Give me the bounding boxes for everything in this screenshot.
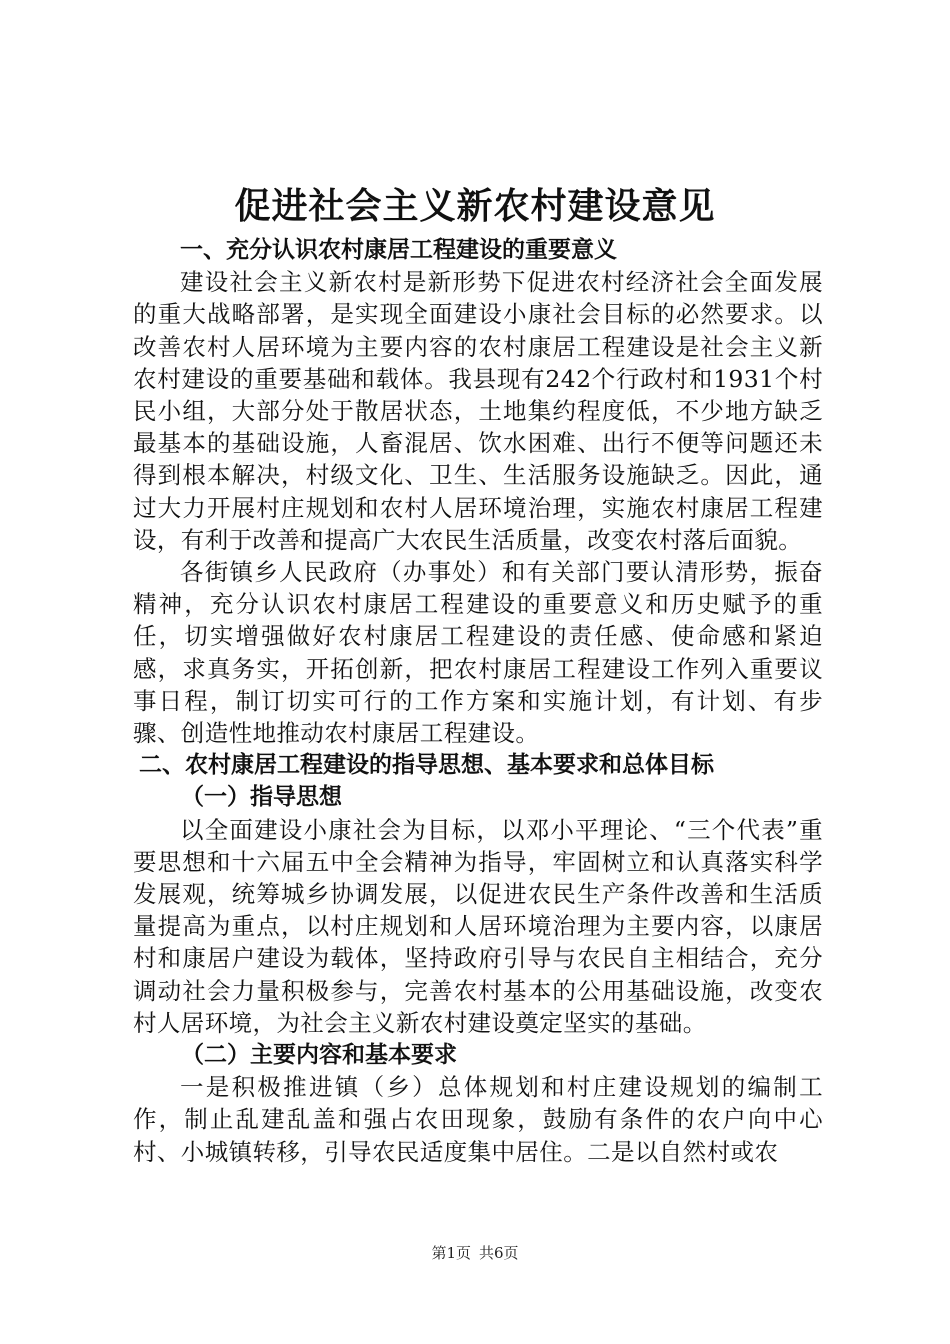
paragraph-4: 一是积极推进镇（乡）总体规划和村庄建设规划的编制工作，制止乱建乱盖和强占农田现象，鼓励有条件的农户向中心村、小城镇转移，引导农民适度集中居住。二是以自然村或农 (133, 1073, 823, 1166)
subsection-heading-1: （一）指导思想 (181, 784, 342, 811)
document-title: 促进社会主义新农村建设意见 (234, 186, 716, 227)
page-footer (0, 1243, 950, 1263)
page-number: 第1页 (431, 1244, 471, 1262)
page-total: 共6页 (479, 1244, 519, 1262)
subsection-heading-2: （二）主要内容和基本要求 (181, 1042, 457, 1069)
section-heading-2: 二、农村康居工程建设的指导思想、基本要求和总体目标 (139, 752, 714, 779)
document-body (133, 234, 823, 1168)
paragraph-1: 建设社会主义新农村是新形势下促进农村经济社会全面发展的重大战略部署，是实现全面建设小康社会目标的必然要求。以改善农村人居环境为主要内容的农村康居工程建设是社会主义新农村建设的重要基础和载体。我县现有242个行政村和1931个村民小组，大部分处于散居状态，土地集约程度低，不少地方缺乏最基本的基础设施，人畜混居、饮水困难、出行不便等问题还未得到根本解决，村级文化、卫生、生活服务设施缺乏。因此，通过大力开展村庄规划和农村人居环境治理，实施农村康居工程建设，有利于改善和提高广大农民生活质量，改变农村落后面貌。 (133, 268, 823, 554)
section-heading-1: 一、充分认识农村康居工程建设的重要意义 (180, 237, 617, 263)
paragraph-3: 以全面建设小康社会为目标，以邓小平理论、“三个代表”重要思想和十六届五中全会精神为指导，牢固树立和认真落实科学发展观，统筹城乡协调发展，以促进农民生产条件改善和生活质量提高为重点，以村庄规划和人居环境治理为主要内容，以康居村和康居户建设为载体，坚持政府引导与农民自主相结合，充分调动社会力量积极参与，完善农村基本的公用基础设施，改变农村人居环境，为社会主义新农村建设奠定坚实的基础。 (133, 815, 823, 1037)
paragraph-2: 各街镇乡人民政府（办事处）和有关部门要认清形势，振奋精神，充分认识农村康居工程建设的重要意义和历史赋予的重任，切实增强做好农村康居工程建设的责任感、使命感和紧迫感，求真务实，开拓创新，把农村康居工程建设工作列入重要议事日程，制订切实可行的工作方案和实施计划，有计划、有步骤、创造性地推动农村康居工程建设。 (133, 558, 823, 748)
